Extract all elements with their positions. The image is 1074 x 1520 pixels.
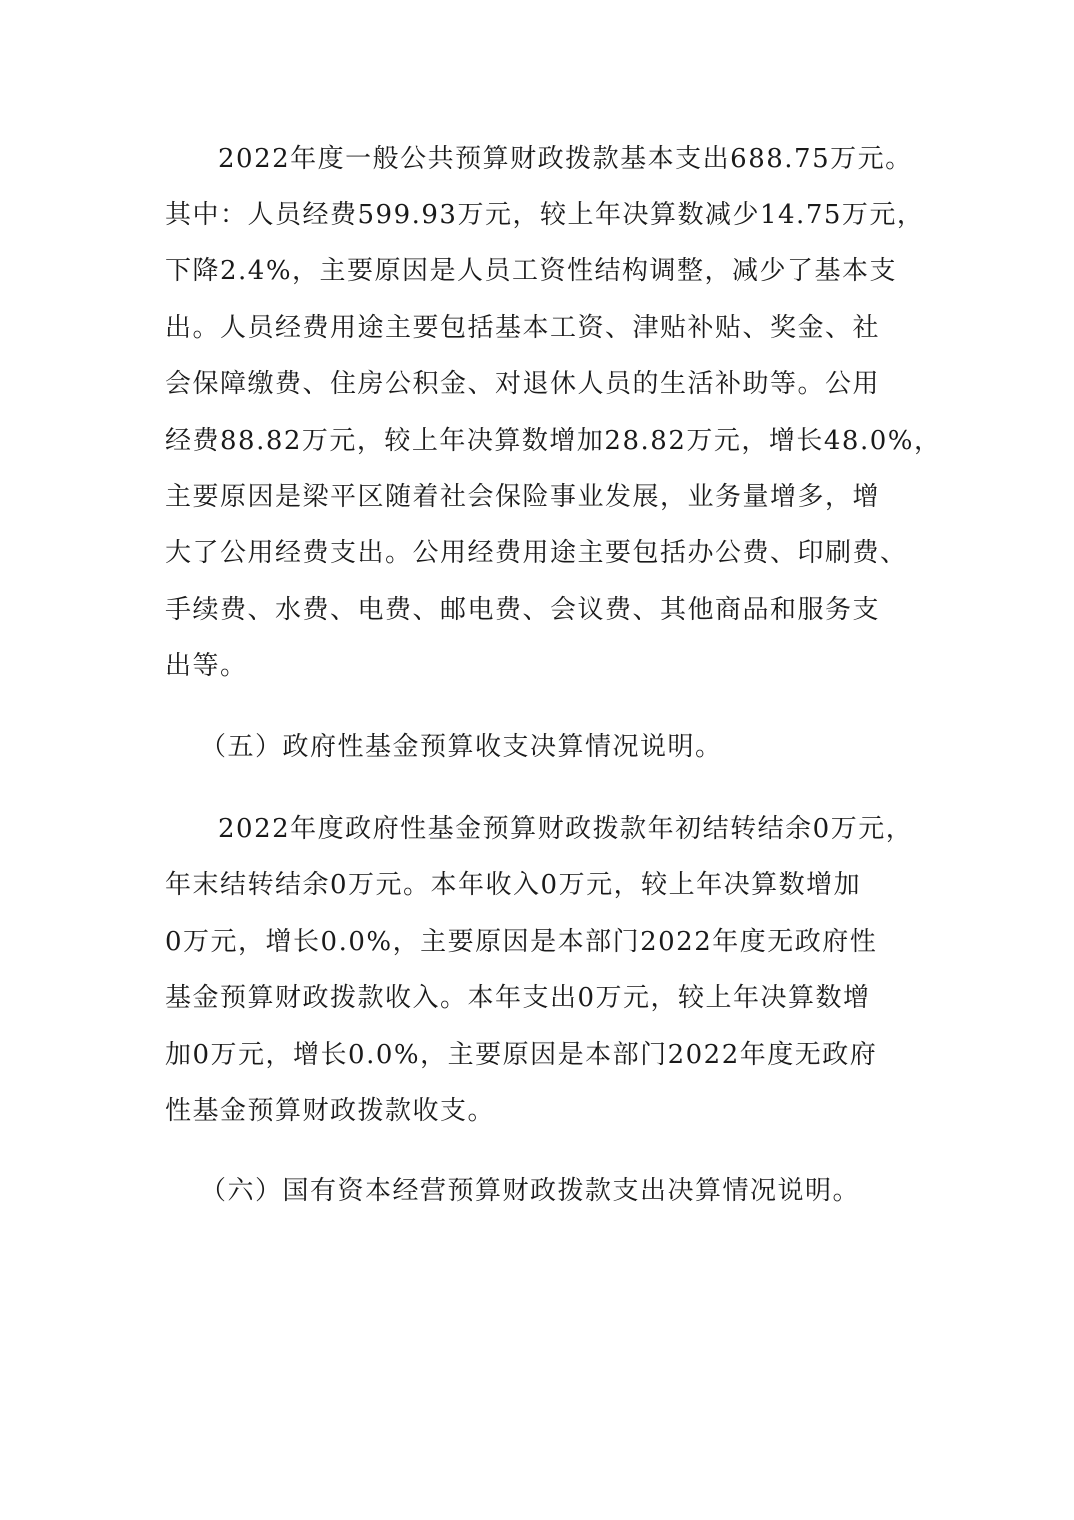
paragraph-line: 会保障缴费、住房公积金、对退休人员的生活补助等。公用 — [165, 369, 881, 399]
paragraph-line: 其中：人员经费599.93万元，较上年决算数减少14.75万元， — [165, 200, 925, 230]
paragraph-line: 年末结转结余0万元。本年收入0万元，较上年决算数增加 — [165, 870, 862, 900]
paragraph-line: 主要原因是梁平区随着社会保险事业发展，业务量增多，增 — [165, 482, 881, 512]
section-heading: （六）国有资本经营预算财政拨款支出决算情况说明。 — [200, 1176, 861, 1206]
section-heading: （五）政府性基金预算收支决算情况说明。 — [200, 732, 723, 762]
paragraph-line: 手续费、水费、电费、邮电费、会议费、其他商品和服务支 — [165, 595, 881, 625]
paragraph-line: 出等。 — [165, 651, 248, 681]
paragraph-line: 2022年度政府性基金预算财政拨款年初结转结余0万元， — [218, 814, 914, 844]
paragraph-line: 大了公用经费支出。公用经费用途主要包括办公费、印刷费、 — [165, 538, 908, 568]
paragraph-line: 2022年度一般公共预算财政拨款基本支出688.75万元。 — [218, 144, 913, 174]
paragraph-line: 性基金预算财政拨款收支。 — [165, 1096, 496, 1126]
paragraph-line: 加0万元，增长0.0%，主要原因是本部门2022年度无政府 — [165, 1040, 878, 1070]
paragraph-line: 基金预算财政拨款收入。本年支出0万元，较上年决算数增 — [165, 983, 871, 1013]
paragraph-line: 下降2.4%，主要原因是人员工资性结构调整，减少了基本支 — [165, 256, 898, 286]
paragraph-line: 0万元，增长0.0%，主要原因是本部门2022年度无政府性 — [165, 927, 878, 957]
paragraph-line: 经费88.82万元，较上年决算数增加28.82万元，增长48.0%， — [165, 426, 942, 456]
paragraph-line: 出。人员经费用途主要包括基本工资、津贴补贴、奖金、社 — [165, 313, 881, 343]
